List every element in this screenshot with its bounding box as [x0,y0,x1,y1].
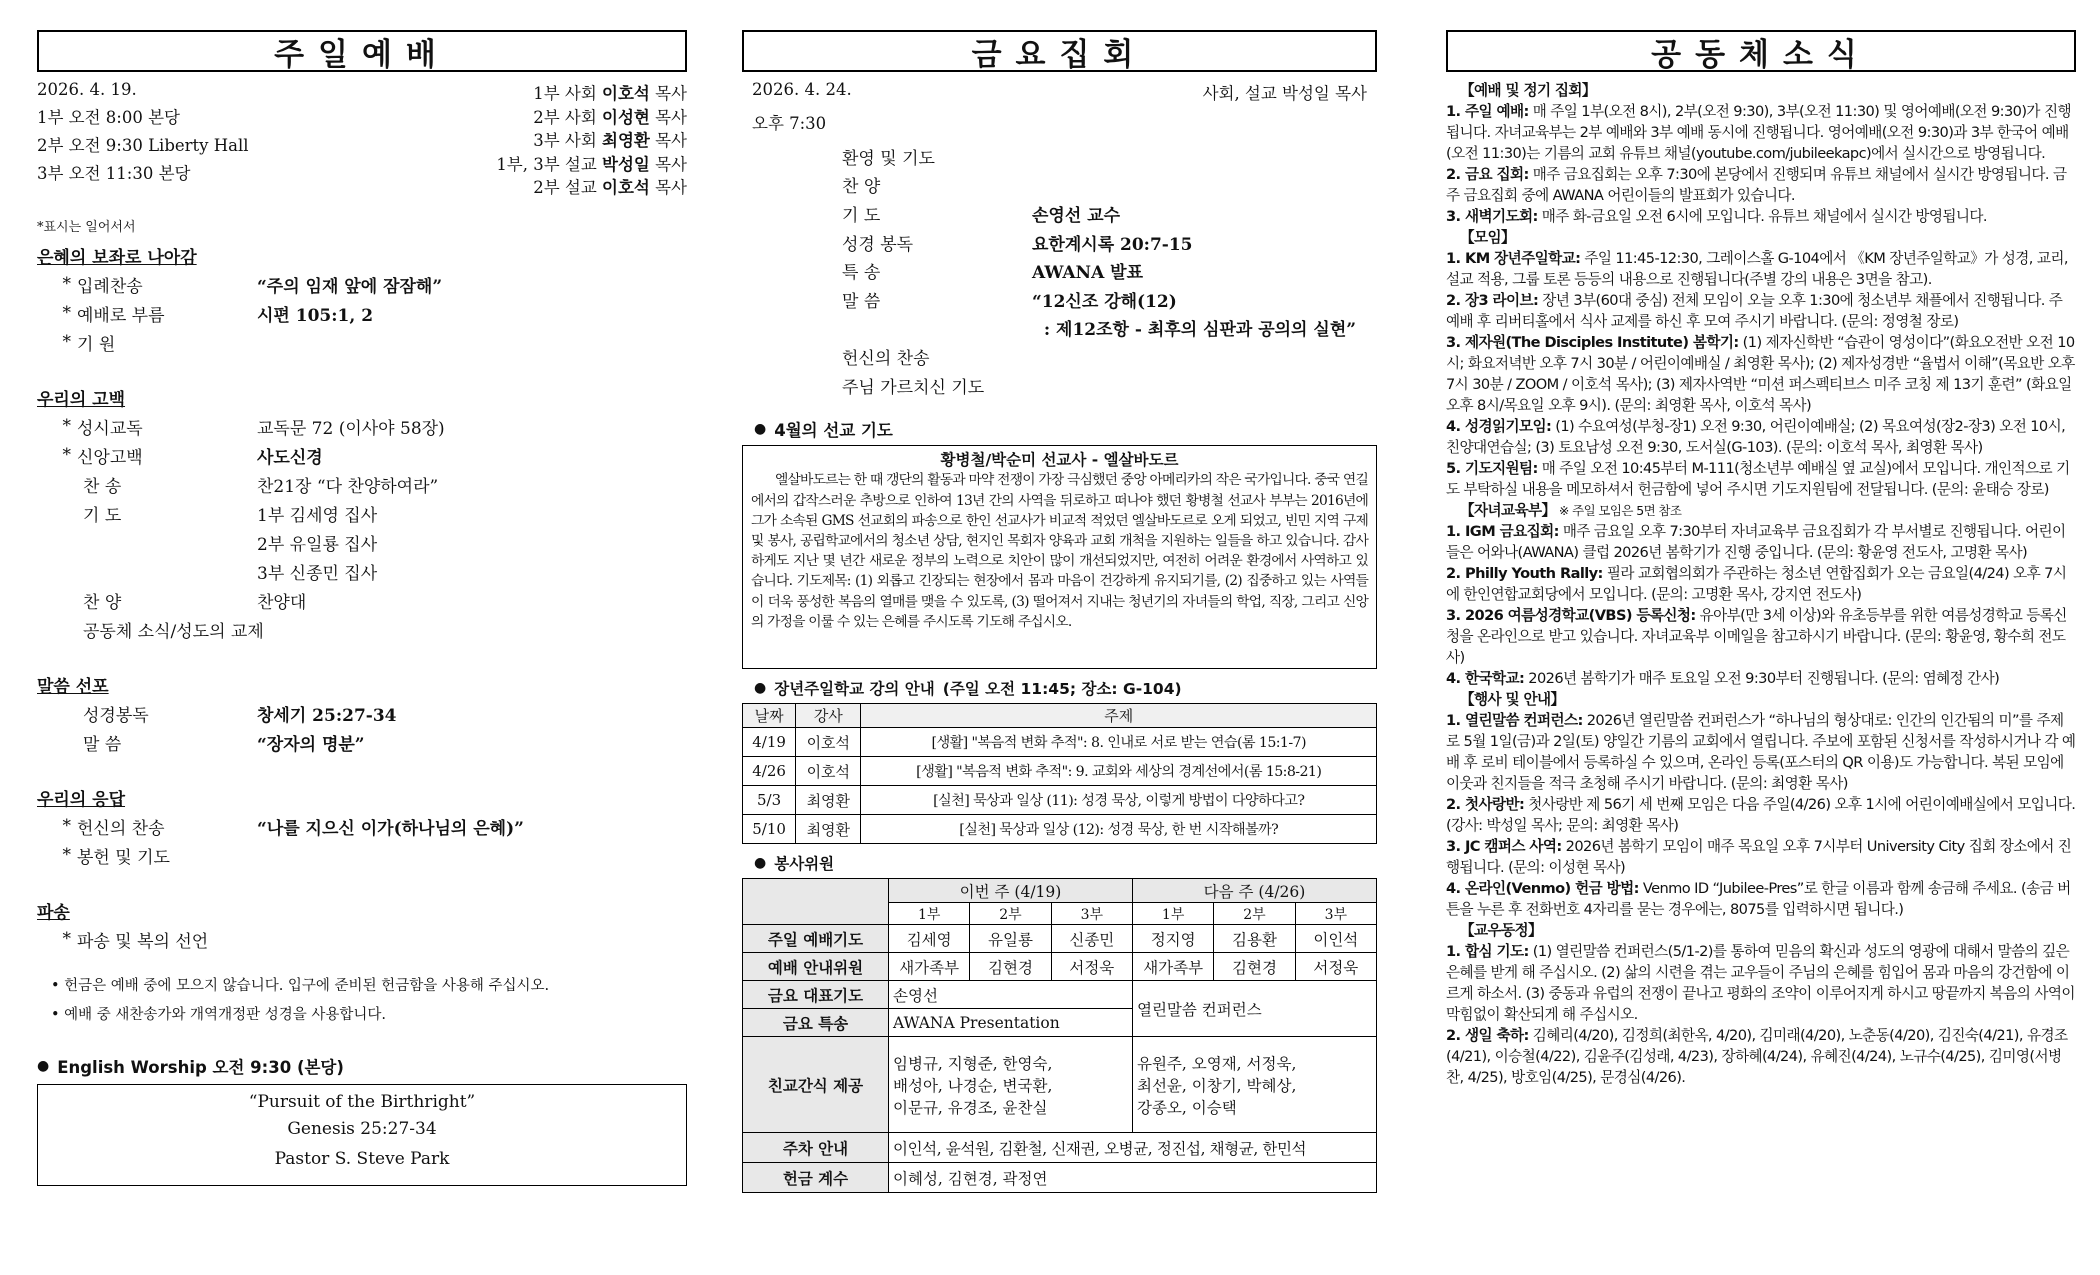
english-sermon-title: “Pursuit of the Birthright” [248,1091,476,1112]
volunteer-name: 이인석 [1295,925,1376,953]
news-item [1446,164,2076,206]
leader-name: 최영환 [602,131,650,150]
news-item-lead: 1. IGM 금요집회: [1446,523,1559,540]
schedule-column-header: 날짜 [743,704,796,728]
volunteer-name: 새가족부 [889,953,970,981]
service-time: 3부 오전 11:30 본당 [37,164,191,183]
volunteer-role-label: 예배 안내위원 [743,953,889,981]
service-part-header: 1부 [889,903,970,925]
news-item-text: 2026년 봄학기 모임이 매주 목요일 오후 7시부터 University City 집회 장소에서 진행됩니다. (문의: 이성현 목사) [1446,838,2072,876]
worship-item-value: “장자의 명분” [257,734,365,755]
volunteer-name: 김세영 [889,925,970,953]
mission-heading [742,417,1377,441]
schedule-column-header: 주제 [861,704,1377,728]
service-leaders [347,80,687,198]
worship-item-label: 봉헌 및 기도 [77,847,170,868]
snack-name-line: 임병규, 지형준, 한영숙, [893,1054,1053,1073]
news-item-lead: 2. 생일 축하: [1446,1027,1529,1044]
schedule-topic: [실천] 묵상과 일상 (11): 성경 묵상, 이렇게 방법이 다양하다고? [861,786,1377,815]
volunteer-name: 서정욱 [1295,953,1376,981]
worship-note-text: 예배 중 새찬송가와 개역개정판 성경을 사용합니다. [64,1006,386,1023]
worship-item-label: 입례찬송 [77,276,143,297]
worship-item-value: 찬21장 “다 찬양하여라” [257,476,439,497]
worship-item-label: 파송 및 복의 선언 [77,931,209,952]
worship-item [37,270,687,299]
snack-name-line: 최선윤, 이창기, 박혜상, [1136,1076,1297,1095]
schedule-row [743,786,1377,815]
schedule-topic: [생활] "복음적 변화 추적": 8. 인내로 서로 받는 연습(롬 15:1-7) [861,728,1377,757]
worship-item-value: 2부 유일룡 집사 [257,534,378,555]
volunteer-row [743,1163,1377,1193]
friday-order-value: AWANA 발표 [1032,263,1144,284]
service-leader [347,104,687,128]
news-item [1446,1025,2076,1088]
worship-item-label: 기 원 [77,334,116,355]
schedule-speaker: 최영환 [796,786,861,815]
schedule-date: 4/26 [743,757,796,786]
worship-item [37,841,687,870]
volunteers-heading-label: 봉사위원 [774,855,835,874]
stand-marker: * [62,929,71,949]
service-leader [347,174,687,198]
news-item-text: 김혜리(4/20), 김정희(최한옥, 4/20), 김미래(4/20), 노춘동(4/20), 김진숙(4/21), 유경조(4/21), 이승철(4/22), 김윤주(김성래, 4/23), 장하혜(4/24), 유혜진(4/24), 노규수(4/25), 김미영(서병찬, 4/25), 방호임(4/25), 문경심(4/26). [1446,1027,2068,1086]
volunteer-role-label: 금요 대표기도 [743,981,889,1009]
service-leader [347,151,687,175]
service-leader [347,127,687,151]
snack-name-line: 배성아, 나경순, 변국환, [893,1076,1053,1095]
snack-next-week [1132,1037,1376,1133]
mission-body: 엘살바도르는 한 때 갱단의 활동과 마약 전쟁이 가장 극심했던 중앙 아메리카의 작은 국가입니다. 중국 연길에서의 갑작스러운 추방으로 인하여 13년 간의 사역을 뒤로하고 떠나야 했던 황병철 선교사 부부는 2016년에 그가 소속된 GMS 선교회의 파송으로 한인 선교사가 비교적 적었던 엘살바도르로 오게 되었고, 빈민 지역 구제 및 봉사, 공립학교에서의 청소년 상담, 현지인 목회자 양육과 교회 개척을 지원하는 일들을 하고 있습니다. 감사하게도 지난 몇 년간 새로운 정부의 노력으로 치안이 많이 개선되었지만, 여전히 어려운 환경에서 사역하고 있습니다. 기도제목: (1) 외롭고 긴장되는 현장에서 몸과 마음이 건강하게 유지되기를, (2) 집중하고 있는 사역들이 더욱 풍성한 복음의 열매를 맺을 수 있도록, (3) 떨어져서 지내는 청년기의 자녀들의 학업, 직장, 그리고 신앙의 가정을 이룰 수 있는 은혜를 주시도록 기도해 주십시오. [751,472,1368,630]
leader-title: 목사 [649,154,687,174]
schedule-speaker: 이호석 [796,757,861,786]
volunteer-role-label: 주차 안내 [743,1133,889,1163]
section-title: 파송 [37,902,70,923]
volunteer-row [743,1133,1377,1163]
schedule-heading [742,677,1377,699]
volunteer-role-label: 헌금 계수 [743,1163,889,1193]
friday-time: 오후 7:30 [752,114,827,133]
friday-order-value: 요한계시록 20:7-15 [1032,234,1193,255]
volunteer-role-label: 금요 특송 [743,1009,889,1037]
worship-item [37,299,687,328]
news-item [1446,101,2076,164]
news-item-text: 2026년 봄학기가 매주 토요일 오전 9:30부터 진행됩니다. (문의: 염혜정 간사) [1524,670,2000,687]
news-item-text: 장년 3부(60대 중심) 전체 모임이 오늘 오후 1:30에 청소년부 채플에서 진행됩니다. 주 예배 후 리버티홀에서 식사 교제를 하신 후 모여 주시기 바랍니다. (문의: 정영철 장로) [1446,292,2063,330]
news-section-title: 【자녀교육부】 [1460,502,1556,519]
news-section-heading [1446,689,2076,710]
service-part-header: 1부 [1132,903,1213,925]
worship-item-value: “나를 지으신 이가(하나님의 은혜)” [257,818,524,839]
volunteer-corner [743,879,889,925]
friday-order-label: 말 씀 [842,291,881,312]
stand-marker: * [62,274,71,294]
news-item-lead: 3. 2026 여름성경학교(VBS) 등록신청: [1446,607,1696,624]
bullet-icon: • [51,977,65,994]
friday-order-item [842,256,1377,285]
friday-special-volunteer: AWANA Presentation [889,1009,1133,1037]
volunteer-row [743,879,1377,903]
worship-item-value: 교독문 72 (이사야 58장) [257,418,445,439]
news-item-lead: 1. KM 장년주일학교: [1446,250,1581,267]
news-item-lead: 1. 열린말씀 컨퍼런스: [1446,712,1583,729]
worship-item-label: 성시교독 [77,418,143,439]
community-news-title: 공동체소식 [1446,30,2076,72]
friday-order-value: : 제12조항 - 최후의 심판과 공의의 실현” [1032,320,1357,341]
news-section-title: 【예배 및 정기 집회】 [1460,82,1596,99]
schedule-column-header: 강사 [796,704,861,728]
leader-role: 2부 사회 [533,107,603,127]
worship-item [37,615,687,644]
worship-item [37,586,687,615]
leader-name: 이호석 [602,178,650,197]
news-section-title: 【행사 및 안내】 [1460,691,1565,708]
worship-item [37,412,687,441]
friday-prayer-volunteer: 손영선 [889,981,1133,1009]
leader-title: 목사 [649,131,687,150]
bullet-icon: ● [754,680,767,697]
mission-title: 황병철/박순미 선교사 - 엘살바도르 [940,451,1179,470]
news-item [1446,710,2076,794]
news-item [1446,836,2076,878]
news-item-text: 유아부(만 3세 이상)와 유초등부를 위한 여름성경학교 등록신청을 온라인으로 받고 있습니다. 자녀교육부 이메일을 참고하시기 바랍니다. (문의: 황윤영, 황수희 전도사) [1446,607,2067,666]
worship-item-value: 시편 105:1, 2 [257,305,374,326]
news-item [1446,458,2076,500]
news-item-text: (1) 열린말씀 컨퍼런스(5/1-2)를 통하여 믿음의 확신과 성도의 영광에 대해서 말씀의 깊은 은혜를 받게 해 주십시오. (2) 삶의 시련을 겪는 교우들이 주님의 은혜를 힘입어 몸과 마음의 강건함에 이르게 하소서. (3) 중동과 유럽의 전쟁이 끝나고 평화의 조약이 이루어지게 하시고 땅끝까지 복음의 사역이 막힘없이 확산되게 해 주십시오. [1446,943,2075,1023]
friday-order-label: 성경 봉독 [842,234,914,255]
news-item [1446,563,2076,605]
snack-name-line: 강종오, 이승택 [1136,1098,1237,1117]
news-item-text: (1) 제자신학반 “습관이 영성이다”(화요오전반 오전 10시; 화요저녁반 오후 7시 30분 / 어린이예배실 / 최영환 목사); (2) 제자성경반 “율법서 이해”(목요반 오후 7시 30분 / ZOOM / 이호석 목사); (3) 제자사역반 “미션 퍼스펙티브스 미주 코칭 제 13기 훈련” (화요일 오후 8시/목요일 오후 9시). (문의: 최영환 목사, 이호석 목사) [1446,334,2075,414]
schedule-row [743,757,1377,786]
snack-name-line: 이문규, 유경조, 윤찬실 [893,1098,1048,1117]
friday-order-item [842,171,1377,200]
friday-order-item [842,199,1377,228]
schedule-table [742,703,1377,844]
news-item [1446,248,2076,290]
news-item-lead: 3. 새벽기도회: [1446,208,1538,225]
friday-order-label: 헌신의 찬송 [842,348,930,369]
snack-name-line: 유원주, 오영재, 서정욱, [1136,1054,1297,1073]
schedule-topic: [생활] "복음적 변화 추적": 9. 교회와 세상의 경계선에서(롬 15:8-21) [861,757,1377,786]
schedule-date: 5/10 [743,815,796,844]
leader-name: 이성현 [602,107,650,127]
section-title: 말씀 선포 [37,676,109,697]
news-item-lead: 4. 온라인(Venmo) 헌금 방법: [1446,880,1639,897]
volunteers-heading [742,852,1377,874]
bullet-icon: ● [754,421,767,438]
news-item-lead: 2. 금요 집회: [1446,166,1529,183]
english-worship-box [37,1084,687,1186]
leader-title: 목사 [649,84,687,103]
news-item-lead: 1. 주일 예배: [1446,103,1529,120]
volunteer-name: 새가족부 [1132,953,1213,981]
english-worship-heading [37,1054,687,1078]
volunteer-name: 정지영 [1132,925,1213,953]
news-item-text: 매주 금요집회는 오후 7:30에 본당에서 진행되며 유튜브 채널에서 실시간 방영됩니다. 금주 금요집회 중에 AWANA 어린이들의 발표회가 있습니다. [1446,166,2067,204]
news-item-text: 매 주일 오전 10:45부터 M-111(청소년부 예배실 옆 교실)에서 모입니다. 개인적으로 기도 부탁하실 내용을 메모하셔서 헌금함에 넣어 주시면 기도지원팀에 전달됩니다. (문의: 윤태승 장로) [1446,460,2070,498]
friday-order-item [842,314,1377,343]
worship-item [37,728,687,757]
news-item-text: Venmo ID “Jubilee-Pres”로 한글 이름과 함께 송금해 주세요. (송금 버튼을 누른 후 전화번호 4자리를 묻는 경우에는, 8075를 입력하시면 됩니다.) [1446,880,2071,918]
english-scripture: Genesis 25:27-34 [287,1118,437,1139]
friday-order-label: 기 도 [842,205,881,226]
volunteer-name: 신종민 [1051,925,1132,953]
friday-order-label: 주님 가르치신 기도 [842,377,985,398]
worship-item [37,557,687,586]
service-part-header: 3부 [1051,903,1132,925]
worship-notes [37,974,687,1032]
news-item [1446,878,2076,920]
community-news-column [1446,30,2076,1088]
news-item-lead: 4. 성경읽기모임: [1446,418,1552,435]
friday-order-item [842,285,1377,314]
worship-item-label: 신앙고백 [77,447,143,468]
worship-item-value: “주의 임재 앞에 잠잠해” [257,276,443,297]
friday-order-item [842,228,1377,257]
schedule-heading-note: (주일 오전 11:45; 장소: G-104) [942,680,1182,699]
worship-item-label: 성경봉독 [83,705,149,726]
news-item [1446,521,2076,563]
sunday-worship-title: 주일예배 [37,30,687,72]
news-item-text: 2026년 열린말씀 컨퍼런스가 “하나님의 형상대로: 인간의 인간됨의 미”를 주제로 5월 1일(금)과 2일(토) 양일간 기름의 교회에서 열립니다. 주보에 포함된 신청서를 작성하시거나 각 예배 후 로비 테이블에서 등록하실 수 있으며, 온라인 등록(포스터의 QR 이용)도 가능합니다. 복된 모임에 이웃과 친지들을 적극 초청해 주시기 바랍니다. (문의: 최영환 목사) [1446,712,2076,792]
news-section-heading [1446,500,2076,521]
schedule-topic: [실천] 묵상과 일상 (12): 성경 묵상, 한 번 시작해볼까? [861,815,1377,844]
volunteer-name: 김현경 [1214,953,1295,981]
worship-item-value: 1부 김세영 집사 [257,505,378,526]
news-item-text: 필라 교회협의회가 주관하는 청소년 연합집회가 오는 금요일(4/24) 오후 7시에 한인연합교회당에서 모입니다. (문의: 고명환 목사, 강지연 전도사) [1446,565,2067,603]
news-item-text: 주일 11:45-12:30, 그레이스홀 G-104에서 《KM 장년주일학교》가 성경, 교리, 설교 적용, 그룹 토론 등등의 내용으로 진행됩니다(주별 강의 내용은 3면을 참고). [1446,250,2068,288]
volunteer-role-label: 친교간식 제공 [743,1037,889,1133]
service-part-header: 3부 [1295,903,1376,925]
stand-marker: * [62,445,71,465]
news-item-lead: 2. 장3 라이브: [1446,292,1539,309]
news-item [1446,206,2076,227]
service-leader [347,80,687,104]
worship-item-label: 헌신의 찬송 [77,818,165,839]
bullet-icon: ● [754,855,767,872]
service-part-header: 2부 [1214,903,1295,925]
news-item [1446,290,2076,332]
news-item-lead: 2. 첫사랑반: [1446,796,1525,813]
news-item [1446,332,2076,416]
news-section-heading [1446,227,2076,248]
mission-heading-label: 4월의 선교 기도 [774,421,893,441]
section-title: 우리의 응답 [37,789,126,810]
english-worship-label: English Worship 오전 9:30 (본당) [57,1057,344,1077]
worship-item [37,328,687,357]
news-item-text: (1) 수요여성(부청-장1) 오전 9:30, 어린이예배실; (2) 목요여성(장2-장3) 오전 10시, 친양대연습실; (3) 토요남성 오전 9:30, 도서실(G-103). (문의: 이호석 목사, 최영환 목사) [1446,418,2066,456]
news-section-note: ※ 주일 모임은 5면 참조 [1555,503,1682,518]
sunday-date: 2026. 4. 19. [37,80,137,99]
mission-box [742,445,1377,669]
worship-item [37,499,687,528]
worship-item [37,925,687,954]
next-week-header: 다음 주 (4/26) [1132,879,1376,903]
friday-order-item [842,342,1377,371]
news-item-lead: 3. 제자원(The Disciples Institute) 봄학기: [1446,334,1739,351]
friday-order [842,142,1377,399]
service-part-header: 2부 [970,903,1051,925]
friday-order-label: 찬 양 [842,177,881,198]
volunteer-name: 유일룡 [970,925,1051,953]
stand-marker: * [62,416,71,436]
friday-order-item [842,142,1377,171]
friday-order-item [842,371,1377,400]
news-item [1446,794,2076,836]
news-section-heading [1446,920,2076,941]
worship-note [37,974,687,1003]
service-time: 2부 오전 9:30 Liberty Hall [37,136,249,155]
news-item-text: 매 주일 1부(오전 8시), 2부(오전 9:30), 3부(오전 11:30) 및 영어예배(오전 9:30)가 진행됩니다. 자녀교육부는 2부 예배와 3부 예배 동시에 진행됩니다. 영어예배(오전 9:30)과 3부 한국어 예배(오전 11:30)는 기름의 교회 유튜브 채널(youtube.com/jubileekapc)에서 실시간으로 방영됩니다. [1446,103,2071,162]
news-item-lead: 1. 합심 기도: [1446,943,1529,960]
worship-item [37,528,687,557]
worship-item-label: 말 씀 [83,734,122,755]
stand-marker: * [62,845,71,865]
schedule-heading-label: 장년주일학교 강의 안내 [774,680,935,699]
service-time: 1부 오전 8:00 본당 [37,108,180,127]
volunteer-name: 서정욱 [1051,953,1132,981]
volunteer-role-label: 주일 예배기도 [743,925,889,953]
friday-meeting-column [742,30,1377,1193]
section-title: 우리의 고백 [37,389,126,410]
bullet-icon: ● [37,1057,50,1074]
news-item-text: 매주 금요일 오후 7:30부터 자녀교육부 금요집회가 각 부서별로 진행됩니다. 어린이들은 어와나(AWANA) 클럽 2026년 봄학기가 진행 중입니다. (문의: 황윤영 전도사, 고명환 목사) [1446,523,2066,561]
volunteer-row [743,981,1377,1009]
worship-item [37,812,687,841]
volunteer-row [743,953,1377,981]
volunteers-table [742,878,1377,1193]
news-item-lead: 5. 기도지원팀: [1446,460,1538,477]
friday-next-event: 열린말씀 컨퍼런스 [1132,981,1376,1037]
parking-volunteers: 이인석, 윤석원, 김환철, 신재권, 오병균, 정진섭, 채형균, 한민석 [889,1133,1377,1163]
english-pastor: Pastor S. Steve Park [274,1148,450,1169]
news-item [1446,941,2076,1025]
worship-note-text: 헌금은 예배 중에 모으지 않습니다. 입구에 준비된 헌금함을 사용해 주십시오. [64,977,550,994]
volunteer-row [743,925,1377,953]
leader-name: 박성일 [602,154,650,174]
worship-item-value: 3부 신종민 집사 [257,563,378,584]
friday-leader: 사회, 설교 박성일 목사 [1202,84,1367,103]
friday-date: 2026. 4. 24. [752,80,852,99]
schedule-row [743,815,1377,844]
leader-role: 2부 설교 [533,178,603,197]
worship-item [37,470,687,499]
news-item-lead: 2. Philly Youth Rally: [1446,565,1603,582]
friday-order-value: “12신조 강해(12) [1032,291,1177,312]
leader-title: 목사 [649,107,687,127]
news-section-title: 【모임】 [1460,229,1515,246]
service-times [37,80,347,198]
community-news-body [1446,80,2076,1088]
schedule-date: 4/19 [743,728,796,757]
stand-marker: * [62,816,71,836]
news-item-text: 첫사랑반 제 56기 세 번째 모임은 다음 주일(4/26) 오후 1시에 어린이예배실에서 모입니다. (강사: 박성일 목사; 문의: 최영환 목사) [1446,796,2076,834]
friday-order-value: 손영선 교수 [1032,205,1121,226]
leader-role: 1부 사회 [533,84,603,103]
worship-item-label: 공동체 소식/성도의 교제 [83,621,264,642]
leader-role: 3부 사회 [533,131,603,150]
worship-item-label: 찬 송 [83,476,122,497]
worship-item [37,699,687,728]
news-item-lead: 3. JC 캠퍼스 사역: [1446,838,1562,855]
order-of-worship [37,243,687,954]
worship-item-value: 사도신경 [257,447,323,468]
worship-note [37,1003,687,1032]
schedule-date: 5/3 [743,786,796,815]
worship-item-label: 예배로 부름 [77,305,165,326]
schedule-row [743,728,1377,757]
snack-this-week [889,1037,1133,1133]
offering-volunteers: 이혜성, 김현경, 곽정연 [889,1163,1377,1193]
leader-title: 목사 [649,178,687,197]
schedule-speaker: 최영환 [796,815,861,844]
friday-meeting-title: 금요집회 [742,30,1377,72]
volunteer-name: 김용환 [1214,925,1295,953]
news-item-lead: 4. 한국학교: [1446,670,1525,687]
news-item [1446,416,2076,458]
worship-item [37,441,687,470]
stand-note: *표시는 일어서서 [37,219,136,235]
news-item [1446,668,2076,689]
worship-item-label: 기 도 [83,505,122,526]
schedule-speaker: 이호석 [796,728,861,757]
news-item [1446,605,2076,668]
friday-order-label: 특 송 [842,263,881,284]
volunteer-row [743,1037,1377,1133]
stand-marker: * [62,332,71,352]
leader-role: 1부, 3부 설교 [496,154,603,174]
news-section-title: 【교우동정】 [1460,922,1542,939]
leader-name: 이호석 [602,84,650,103]
news-item-text: 매주 화-금요일 오전 6시에 모입니다. 유튜브 채널에서 실시간 방영됩니다. [1537,208,1987,225]
bullet-icon: • [51,1006,65,1023]
stand-marker: * [62,303,71,323]
worship-item-value: 찬양대 [257,592,307,613]
friday-order-label: 환영 및 기도 [842,148,935,169]
this-week-header: 이번 주 (4/19) [889,879,1133,903]
worship-item-value: 창세기 25:27-34 [257,705,397,726]
sunday-worship-column [37,30,687,1186]
worship-item-label: 찬 양 [83,592,122,613]
volunteer-name: 김현경 [970,953,1051,981]
section-title: 은혜의 보좌로 나아감 [37,247,197,268]
news-section-heading [1446,80,2076,101]
